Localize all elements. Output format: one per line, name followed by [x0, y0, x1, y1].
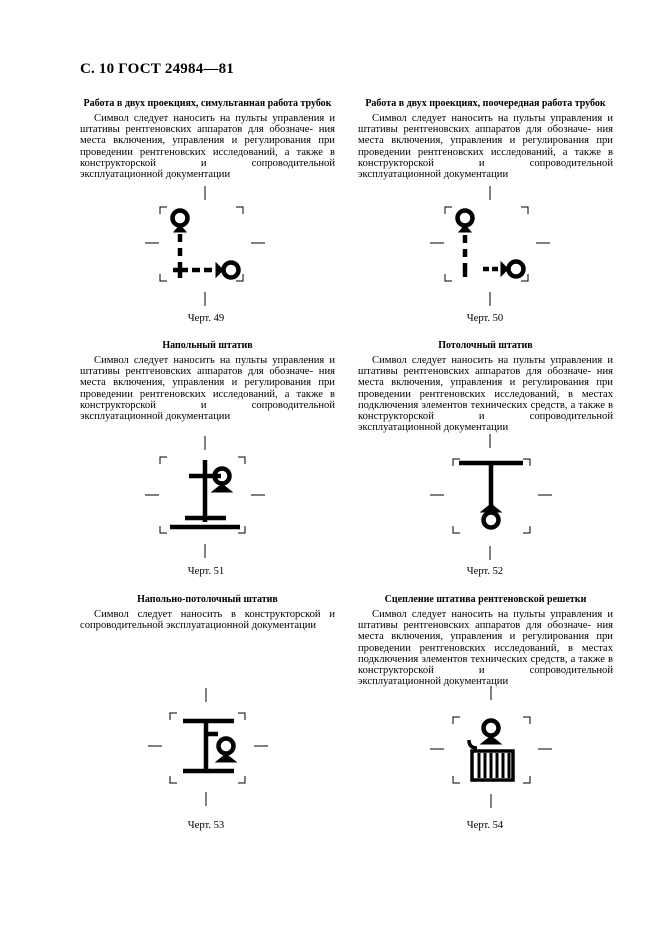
page-header: С. 10 ГОСТ 24984—81 — [80, 61, 234, 77]
grid-symbol — [472, 751, 513, 780]
section-description: Символ следует наносить на пульты управления и штативы рентгеновских аппаратов для обозначе- ния места включения, управления и регулирования при проведении рентгеновских исследований, а также в конструкторской и сопроводительной эксплуатационной документации — [80, 113, 335, 181]
section-53 — [80, 594, 335, 631]
section-title: Работа в двух проекциях, поочередная работа трубок — [365, 98, 606, 109]
figure-50 — [425, 180, 555, 310]
section-title: Напольно-потолочный штатив — [137, 594, 278, 605]
section-54 — [358, 594, 613, 687]
caption-51: Черт. 51 — [187, 566, 225, 577]
symbol-53 — [183, 721, 236, 771]
section-52 — [358, 340, 613, 433]
symbol-54 — [469, 721, 501, 749]
section-title: Работа в двух проекциях, симультанная работа трубок — [83, 98, 332, 109]
section-description: Символ следует наносить в конструкторской и сопроводительной эксплуатационной документации — [80, 609, 335, 632]
figure-54 — [425, 682, 555, 812]
symbol-49 — [173, 211, 239, 279]
section-description: Символ следует наносить на пульты управления и штативы рентгеновских аппаратов для обозначе- ния места включения, управления и регулирования при проведении рентгеновских исследований, а также в конструкторской и сопроводительной эксплуатационной документации — [80, 355, 335, 423]
section-title: Потолочный штатив — [438, 340, 533, 351]
figure-53 — [140, 682, 270, 812]
figure-49 — [140, 180, 270, 310]
section-title: Сцепление штатива рентгеновской решетки — [384, 594, 587, 605]
caption-53: Черт. 53 — [187, 820, 225, 831]
caption-54: Черт. 54 — [466, 820, 504, 831]
section-50 — [358, 98, 613, 180]
section-description: Символ следует наносить на пульты управления и штативы рентгеновских аппаратов для обозначе- ния места включения, управления и регулирования при проведении рентгеновских исследований, в местах подключения элементов технических средств, а также в конструкторской и сопроводительной эксплуатационной документации — [358, 609, 613, 688]
frame-marks — [145, 186, 265, 306]
symbol-51 — [170, 460, 240, 527]
frame-marks — [430, 186, 550, 306]
caption-50: Черт. 50 — [466, 313, 504, 324]
section-title: Напольный штатив — [162, 340, 253, 351]
frame-marks — [430, 686, 552, 808]
symbol-50 — [458, 211, 524, 278]
section-49 — [80, 98, 335, 180]
figure-52 — [425, 432, 555, 562]
symbol-52 — [459, 463, 523, 528]
caption-52: Черт. 52 — [466, 566, 504, 577]
section-description: Символ следует наносить на пульты управления и штативы рентгеновских аппаратов для обозначе- ния места включения, управления и регулирования при проведении рентгеновских исследований, а также в конструкторской и сопроводительной эксплуатационной документации — [358, 113, 613, 181]
section-51 — [80, 340, 335, 422]
caption-49: Черт. 49 — [187, 313, 225, 324]
section-description: Символ следует наносить на пульты управления и штативы рентгеновских аппаратов для обозначе- ния места включения, управления и регулирования при проведении рентгеновских исследований, в местах подключения элементов технических средств, а также в конструкторской и сопроводительной эксплуатационной документации — [358, 355, 613, 434]
figure-51 — [140, 432, 270, 562]
